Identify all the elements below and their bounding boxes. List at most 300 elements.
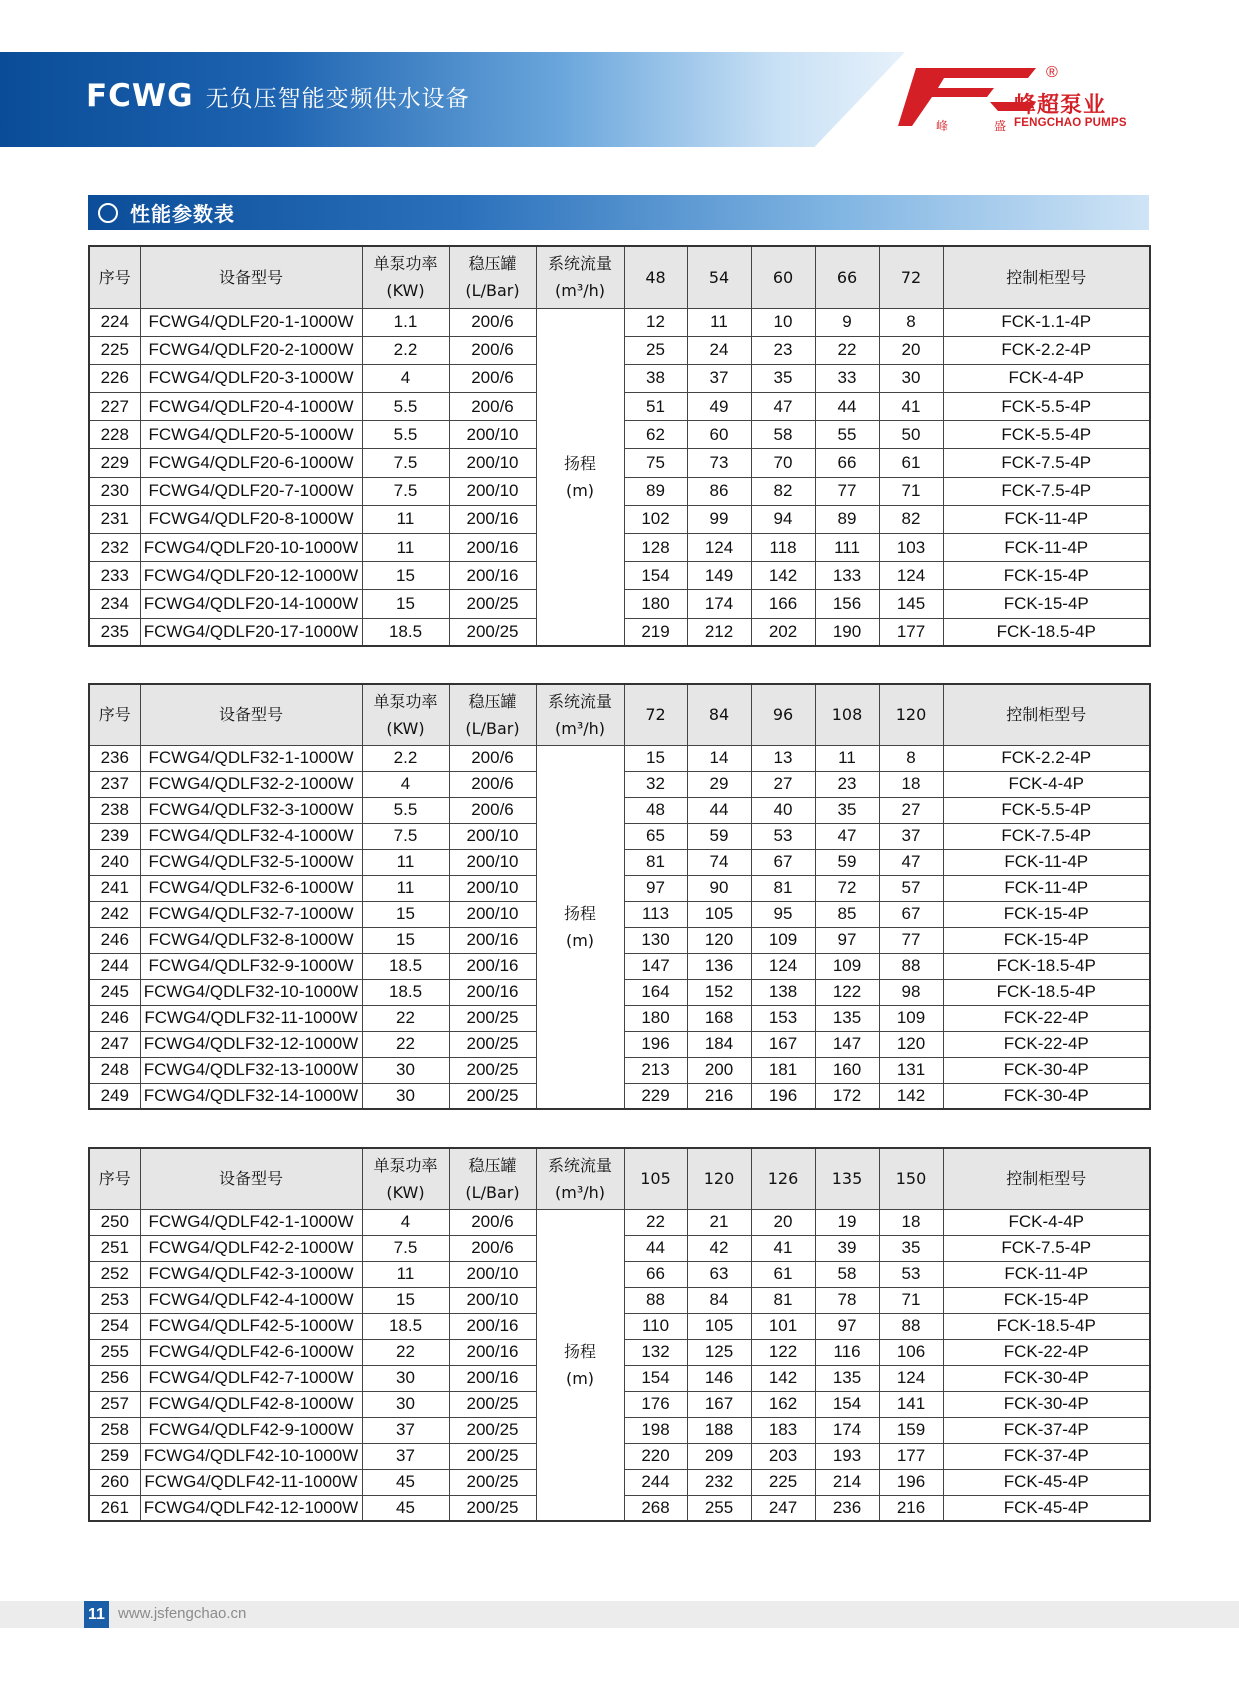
cell-model: FCWG4/QDLF20-2-1000W [140, 336, 362, 364]
cell-power: 15 [362, 1287, 449, 1313]
cell-head-value: 12 [624, 308, 687, 336]
cell-head-value: 20 [751, 1209, 815, 1235]
cell-seq: 239 [89, 823, 140, 849]
cell-head-value: 9 [815, 308, 879, 336]
cell-head-value: 166 [751, 590, 815, 618]
cell-seq: 229 [89, 449, 140, 477]
cell-head-value: 35 [879, 1235, 943, 1261]
cell-head-value: 124 [879, 1365, 943, 1391]
cell-head-value: 65 [624, 823, 687, 849]
cell-cabinet: FCK-15-4P [943, 927, 1150, 953]
cell-head-value: 81 [624, 849, 687, 875]
header-tank-label: 稳压罐 [468, 1155, 517, 1175]
cell-cabinet: FCK-30-4P [943, 1391, 1150, 1417]
cell-head-value: 78 [815, 1287, 879, 1313]
cell-head-value: 59 [815, 849, 879, 875]
cell-head-value: 145 [879, 590, 943, 618]
cell-head-value: 154 [815, 1391, 879, 1417]
cell-tank: 200/6 [449, 1209, 536, 1235]
cell-head-value: 147 [815, 1031, 879, 1057]
cell-tank: 200/16 [449, 534, 536, 562]
cell-seq: 257 [89, 1391, 140, 1417]
header-flow-value: 120 [687, 1148, 751, 1209]
header-tank [449, 684, 536, 745]
cell-cabinet: FCK-7.5-4P [943, 1235, 1150, 1261]
cell-head-value: 118 [751, 534, 815, 562]
cell-tank: 200/25 [449, 618, 536, 646]
cell-tank: 200/25 [449, 1057, 536, 1083]
header-flow-value: 54 [687, 246, 751, 308]
section-title: 性能参数表 [130, 202, 235, 226]
head-label-cell [536, 1209, 624, 1521]
cell-head-value: 124 [687, 534, 751, 562]
cell-model: FCWG4/QDLF20-12-1000W [140, 562, 362, 590]
cell-head-value: 180 [624, 590, 687, 618]
cell-head-value: 236 [815, 1495, 879, 1521]
header-tank-label: 稳压罐 [468, 254, 517, 274]
header-flow-value: 84 [687, 684, 751, 745]
cell-head-value: 153 [751, 1005, 815, 1031]
header-flow-value: 72 [624, 684, 687, 745]
cell-head-value: 128 [624, 534, 687, 562]
performance-table-3 [88, 1147, 1151, 1522]
cell-head-value: 122 [751, 1339, 815, 1365]
cell-tank: 200/25 [449, 1443, 536, 1469]
cell-power: 7.5 [362, 449, 449, 477]
cell-head-value: 18 [879, 1209, 943, 1235]
cell-cabinet: FCK-30-4P [943, 1057, 1150, 1083]
cell-head-value: 88 [879, 1313, 943, 1339]
cell-cabinet: FCK-37-4P [943, 1443, 1150, 1469]
cell-tank: 200/25 [449, 1417, 536, 1443]
cell-head-value: 59 [687, 823, 751, 849]
header-cabinet: 控制柜型号 [943, 684, 1150, 745]
cell-head-value: 90 [687, 875, 751, 901]
cell-model: FCWG4/QDLF20-6-1000W [140, 449, 362, 477]
cell-tank: 200/16 [449, 1339, 536, 1365]
cell-power: 5.5 [362, 393, 449, 421]
cell-head-value: 174 [687, 590, 751, 618]
cell-tank: 200/6 [449, 797, 536, 823]
cell-head-value: 122 [815, 979, 879, 1005]
cell-head-value: 196 [624, 1031, 687, 1057]
cell-head-value: 106 [879, 1339, 943, 1365]
section-header [88, 195, 1149, 230]
cell-tank: 200/25 [449, 1469, 536, 1495]
cell-head-value: 39 [815, 1235, 879, 1261]
cell-head-value: 105 [687, 1313, 751, 1339]
cell-head-value: 10 [751, 308, 815, 336]
cell-cabinet: FCK-37-4P [943, 1417, 1150, 1443]
cell-head-value: 13 [751, 745, 815, 771]
cell-head-value: 74 [687, 849, 751, 875]
cell-power: 11 [362, 849, 449, 875]
logo-chinese-name: 峰超泵业 [1014, 93, 1107, 118]
cell-head-value: 200 [687, 1057, 751, 1083]
cell-tank: 200/25 [449, 1031, 536, 1057]
cell-power: 11 [362, 505, 449, 533]
cell-model: FCWG4/QDLF32-6-1000W [140, 875, 362, 901]
cell-model: FCWG4/QDLF42-4-1000W [140, 1287, 362, 1313]
cell-tank: 200/16 [449, 505, 536, 533]
cell-model: FCWG4/QDLF32-8-1000W [140, 927, 362, 953]
cell-power: 18.5 [362, 953, 449, 979]
header-power [362, 684, 449, 745]
header-flow-label: 系统流量 [547, 254, 612, 274]
cell-head-value: 167 [687, 1391, 751, 1417]
cell-model: FCWG4/QDLF42-2-1000W [140, 1235, 362, 1261]
cell-cabinet: FCK-11-4P [943, 505, 1150, 533]
cell-tank: 200/10 [449, 449, 536, 477]
header-flow [536, 684, 624, 745]
cell-head-value: 30 [879, 364, 943, 392]
cell-head-value: 71 [879, 477, 943, 505]
cell-head-value: 147 [624, 953, 687, 979]
cell-power: 4 [362, 1209, 449, 1235]
table-row [89, 745, 1150, 771]
cell-model: FCWG4/QDLF32-14-1000W [140, 1083, 362, 1109]
cell-head-value: 32 [624, 771, 687, 797]
cell-head-value: 111 [815, 534, 879, 562]
cell-seq: 248 [89, 1057, 140, 1083]
cell-head-value: 152 [687, 979, 751, 1005]
cell-head-value: 81 [751, 875, 815, 901]
cell-head-value: 188 [687, 1417, 751, 1443]
cell-cabinet: FCK-1.1-4P [943, 308, 1150, 336]
cell-model: FCWG4/QDLF20-1-1000W [140, 308, 362, 336]
cell-model: FCWG4/QDLF20-10-1000W [140, 534, 362, 562]
header-flow-label: 系统流量 [547, 1155, 612, 1175]
cell-model: FCWG4/QDLF42-7-1000W [140, 1365, 362, 1391]
cell-seq: 246 [89, 927, 140, 953]
cell-seq: 237 [89, 771, 140, 797]
cell-model: FCWG4/QDLF20-4-1000W [140, 393, 362, 421]
cell-head-value: 47 [815, 823, 879, 849]
page-header-title [86, 78, 470, 114]
cell-head-value: 88 [624, 1287, 687, 1313]
cell-seq: 251 [89, 1235, 140, 1261]
cell-tank: 200/6 [449, 771, 536, 797]
cell-head-value: 29 [687, 771, 751, 797]
cell-seq: 256 [89, 1365, 140, 1391]
cell-head-value: 181 [751, 1057, 815, 1083]
cell-head-value: 53 [879, 1261, 943, 1287]
cell-head-value: 177 [879, 1443, 943, 1469]
cell-tank: 200/10 [449, 849, 536, 875]
cell-model: FCWG4/QDLF32-2-1000W [140, 771, 362, 797]
cell-cabinet: FCK-11-4P [943, 1261, 1150, 1287]
cell-head-value: 219 [624, 618, 687, 646]
cell-head-value: 27 [879, 797, 943, 823]
cell-head-value: 95 [751, 901, 815, 927]
cell-head-value: 33 [815, 364, 879, 392]
cell-head-value: 113 [624, 901, 687, 927]
cell-model: FCWG4/QDLF32-12-1000W [140, 1031, 362, 1057]
cell-head-value: 164 [624, 979, 687, 1005]
cell-tank: 200/25 [449, 1005, 536, 1031]
cell-head-value: 209 [687, 1443, 751, 1469]
cell-cabinet: FCK-22-4P [943, 1005, 1150, 1031]
cell-cabinet: FCK-5.5-4P [943, 797, 1150, 823]
cell-head-value: 35 [751, 364, 815, 392]
cell-head-value: 202 [751, 618, 815, 646]
table-row [89, 308, 1150, 336]
cell-power: 18.5 [362, 1313, 449, 1339]
header-flow-value: 48 [624, 246, 687, 308]
cell-head-value: 130 [624, 927, 687, 953]
cell-head-value: 149 [687, 562, 751, 590]
cell-head-value: 176 [624, 1391, 687, 1417]
header-power-label: 单泵功率 [373, 1155, 438, 1175]
cell-cabinet: FCK-30-4P [943, 1083, 1150, 1109]
cell-head-value: 82 [879, 505, 943, 533]
cell-head-value: 146 [687, 1365, 751, 1391]
cell-seq: 224 [89, 308, 140, 336]
cell-head-value: 125 [687, 1339, 751, 1365]
header-seq: 序号 [89, 246, 140, 308]
cell-head-value: 58 [751, 421, 815, 449]
cell-head-value: 109 [751, 927, 815, 953]
cell-head-value: 132 [624, 1339, 687, 1365]
cell-seq: 238 [89, 797, 140, 823]
cell-tank: 200/6 [449, 393, 536, 421]
cell-cabinet: FCK-7.5-4P [943, 823, 1150, 849]
cell-power: 22 [362, 1005, 449, 1031]
cell-head-value: 51 [624, 393, 687, 421]
header-power [362, 246, 449, 308]
cell-power: 15 [362, 562, 449, 590]
circle-icon [98, 203, 118, 223]
cell-head-value: 57 [879, 875, 943, 901]
cell-cabinet: FCK-45-4P [943, 1495, 1150, 1521]
cell-model: FCWG4/QDLF42-3-1000W [140, 1261, 362, 1287]
cell-cabinet: FCK-11-4P [943, 875, 1150, 901]
cell-head-value: 73 [687, 449, 751, 477]
header-power-unit: (KW) [386, 718, 425, 738]
cell-seq: 261 [89, 1495, 140, 1521]
cell-tank: 200/16 [449, 927, 536, 953]
cell-head-value: 37 [687, 364, 751, 392]
cell-head-value: 168 [687, 1005, 751, 1031]
cell-power: 4 [362, 771, 449, 797]
cell-seq: 250 [89, 1209, 140, 1235]
cell-seq: 241 [89, 875, 140, 901]
cell-head-value: 138 [751, 979, 815, 1005]
cell-head-value: 159 [879, 1417, 943, 1443]
cell-seq: 226 [89, 364, 140, 392]
cell-seq: 227 [89, 393, 140, 421]
cell-head-value: 142 [751, 1365, 815, 1391]
cell-head-value: 89 [624, 477, 687, 505]
cell-power: 18.5 [362, 979, 449, 1005]
cell-head-value: 97 [624, 875, 687, 901]
cell-head-value: 37 [879, 823, 943, 849]
cell-head-value: 49 [687, 393, 751, 421]
header-tank-unit: (L/Bar) [465, 281, 520, 301]
cell-tank: 200/10 [449, 421, 536, 449]
header-power-label: 单泵功率 [373, 254, 438, 274]
table-header-row [89, 684, 1150, 745]
header-seq: 序号 [89, 684, 140, 745]
cell-head-value: 89 [815, 505, 879, 533]
cell-model: FCWG4/QDLF42-5-1000W [140, 1313, 362, 1339]
cell-model: FCWG4/QDLF20-7-1000W [140, 477, 362, 505]
cell-head-value: 14 [687, 745, 751, 771]
cell-cabinet: FCK-30-4P [943, 1365, 1150, 1391]
head-label-unit: (m) [565, 1368, 595, 1388]
cell-head-value: 142 [879, 1083, 943, 1109]
cell-head-value: 77 [879, 927, 943, 953]
cell-seq: 234 [89, 590, 140, 618]
cell-head-value: 44 [815, 393, 879, 421]
cell-cabinet: FCK-15-4P [943, 590, 1150, 618]
cell-power: 30 [362, 1083, 449, 1109]
cell-head-value: 154 [624, 1365, 687, 1391]
header-flow-unit: (m³/h) [554, 718, 605, 738]
cell-head-value: 42 [687, 1235, 751, 1261]
cell-tank: 200/25 [449, 1083, 536, 1109]
header-power [362, 1148, 449, 1209]
cell-power: 4 [362, 364, 449, 392]
cell-head-value: 24 [687, 336, 751, 364]
cell-head-value: 88 [879, 953, 943, 979]
cell-head-value: 53 [751, 823, 815, 849]
cell-head-value: 216 [879, 1495, 943, 1521]
cell-model: FCWG4/QDLF20-5-1000W [140, 421, 362, 449]
cell-head-value: 162 [751, 1391, 815, 1417]
cell-head-value: 22 [624, 1209, 687, 1235]
cell-power: 15 [362, 927, 449, 953]
cell-head-value: 184 [687, 1031, 751, 1057]
cell-head-value: 55 [815, 421, 879, 449]
cell-seq: 231 [89, 505, 140, 533]
cell-power: 37 [362, 1443, 449, 1469]
cell-head-value: 70 [751, 449, 815, 477]
cell-tank: 200/25 [449, 590, 536, 618]
header-power-label: 单泵功率 [373, 691, 438, 711]
cell-seq: 240 [89, 849, 140, 875]
cell-model: FCWG4/QDLF42-9-1000W [140, 1417, 362, 1443]
page-number: 11 [84, 1601, 109, 1628]
cell-model: FCWG4/QDLF32-5-1000W [140, 849, 362, 875]
cell-tank: 200/16 [449, 1365, 536, 1391]
cell-seq: 242 [89, 901, 140, 927]
cell-model: FCWG4/QDLF42-10-1000W [140, 1443, 362, 1469]
header-tank-unit: (L/Bar) [465, 718, 520, 738]
cell-tank: 200/6 [449, 364, 536, 392]
cell-head-value: 25 [624, 336, 687, 364]
header-flow-value: 66 [815, 246, 879, 308]
cell-head-value: 27 [751, 771, 815, 797]
cell-head-value: 116 [815, 1339, 879, 1365]
cell-head-value: 66 [815, 449, 879, 477]
cell-tank: 200/10 [449, 477, 536, 505]
header-model: 设备型号 [140, 684, 362, 745]
cell-model: FCWG4/QDLF32-7-1000W [140, 901, 362, 927]
cell-head-value: 40 [751, 797, 815, 823]
header-tank [449, 246, 536, 308]
logo-english-name: FENGCHAO PUMPS [1014, 117, 1127, 129]
cell-head-value: 48 [624, 797, 687, 823]
cell-cabinet: FCK-18.5-4P [943, 979, 1150, 1005]
cell-tank: 200/10 [449, 1287, 536, 1313]
cell-head-value: 81 [751, 1287, 815, 1313]
cell-head-value: 232 [687, 1469, 751, 1495]
cell-head-value: 66 [624, 1261, 687, 1287]
cell-head-value: 44 [687, 797, 751, 823]
cell-head-value: 244 [624, 1469, 687, 1495]
cell-head-value: 47 [879, 849, 943, 875]
cell-head-value: 131 [879, 1057, 943, 1083]
cell-head-value: 97 [815, 927, 879, 953]
cell-head-value: 86 [687, 477, 751, 505]
cell-head-value: 135 [815, 1005, 879, 1031]
cell-head-value: 21 [687, 1209, 751, 1235]
cell-head-value: 20 [879, 336, 943, 364]
header-flow-unit: (m³/h) [554, 1182, 605, 1202]
cell-tank: 200/10 [449, 875, 536, 901]
cell-head-value: 60 [687, 421, 751, 449]
cell-head-value: 102 [624, 505, 687, 533]
cell-head-value: 61 [751, 1261, 815, 1287]
header-flow-label: 系统流量 [547, 691, 612, 711]
cell-cabinet: FCK-18.5-4P [943, 618, 1150, 646]
cell-cabinet: FCK-4-4P [943, 771, 1150, 797]
cell-head-value: 41 [751, 1235, 815, 1261]
cell-tank: 200/6 [449, 1235, 536, 1261]
cell-head-value: 141 [879, 1391, 943, 1417]
head-label-label: 扬程 [563, 903, 596, 923]
website-url: www.jsfengchao.cn [118, 1605, 247, 1622]
cell-power: 30 [362, 1391, 449, 1417]
cell-head-value: 172 [815, 1083, 879, 1109]
cell-power: 11 [362, 875, 449, 901]
cell-head-value: 47 [751, 393, 815, 421]
header-tank-unit: (L/Bar) [465, 1182, 520, 1202]
cell-model: FCWG4/QDLF32-13-1000W [140, 1057, 362, 1083]
cell-tank: 200/6 [449, 308, 536, 336]
header-tank-label: 稳压罐 [468, 691, 517, 711]
cell-power: 30 [362, 1365, 449, 1391]
cell-cabinet: FCK-18.5-4P [943, 953, 1150, 979]
cell-cabinet: FCK-22-4P [943, 1339, 1150, 1365]
head-label-unit: (m) [565, 930, 595, 950]
cell-model: FCWG4/QDLF32-1-1000W [140, 745, 362, 771]
cell-head-value: 142 [751, 562, 815, 590]
cell-tank: 200/25 [449, 1495, 536, 1521]
cell-seq: 233 [89, 562, 140, 590]
cell-seq: 258 [89, 1417, 140, 1443]
cell-head-value: 44 [624, 1235, 687, 1261]
cell-power: 15 [362, 590, 449, 618]
cell-tank: 200/16 [449, 562, 536, 590]
cell-power: 45 [362, 1469, 449, 1495]
cell-head-value: 156 [815, 590, 879, 618]
cell-head-value: 38 [624, 364, 687, 392]
cell-head-value: 22 [815, 336, 879, 364]
cell-head-value: 67 [751, 849, 815, 875]
cell-cabinet: FCK-5.5-4P [943, 421, 1150, 449]
cell-seq: 235 [89, 618, 140, 646]
header-seq: 序号 [89, 1148, 140, 1209]
cell-head-value: 71 [879, 1287, 943, 1313]
cell-head-value: 183 [751, 1417, 815, 1443]
cell-model: FCWG4/QDLF42-1-1000W [140, 1209, 362, 1235]
header-tank [449, 1148, 536, 1209]
cell-head-value: 124 [751, 953, 815, 979]
cell-model: FCWG4/QDLF32-4-1000W [140, 823, 362, 849]
cell-head-value: 72 [815, 875, 879, 901]
